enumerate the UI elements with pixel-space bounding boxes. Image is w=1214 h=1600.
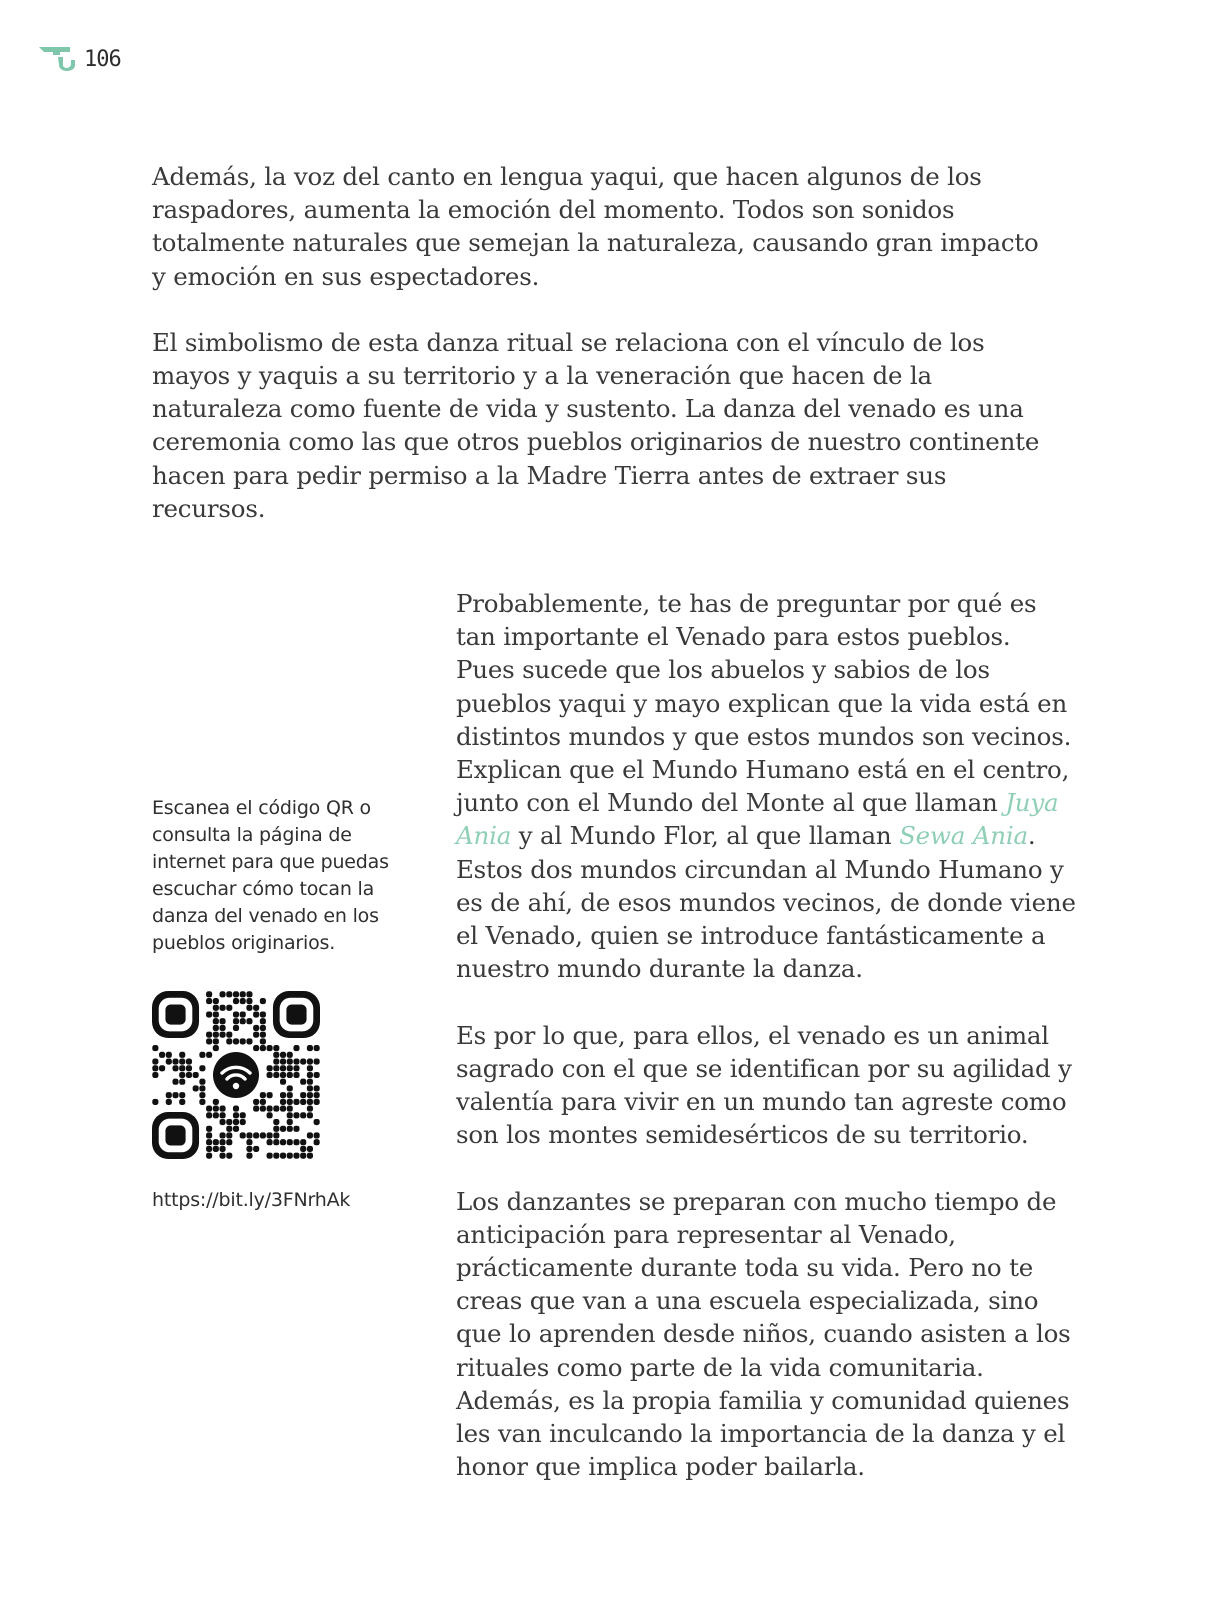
term-sewa-ania: Sewa Ania [899, 821, 1028, 851]
qr-code-icon[interactable] [152, 991, 320, 1159]
qr-sidebar [152, 795, 392, 1211]
page-header [38, 42, 121, 76]
intro-paragraph: El simbolismo de esta danza ritual se relaciona con el vínculo de los mayos y yaquis a su territorio y a la veneración que hacen de la naturaleza como fuente de vida y sustento. La danza del venado es una ceremonia como las que otros pueblos originarios de nuestro continente hacen para pedir permiso a la Madre Tierra antes de extraer sus recursos. [152, 327, 1040, 523]
intro-section [152, 160, 1052, 558]
term-juya-ania: Juya Ania [456, 788, 1059, 851]
sacred-animal-paragraph: Es por lo que, para ellos, el venado es un animal sagrado con el que se identifican por su agilidad y valentía para vivir en un mundo tan agreste como son los montes semidesérticos de su territorio. [456, 1020, 1072, 1150]
worlds-paragraph [456, 587, 1076, 985]
body-text: Probablemente, te has de preguntar por qué es tan importante el Venado para estos pueblos. Pues sucede que los abuelos y sabios de los pueblos yaqui y mayo explican que la vida está en distintos mundos y que estos mundos son vecinos. Explican que el Mundo Humano está en el centro, junto con el Mundo del Monte al que llaman [456, 589, 1072, 818]
body-text: y al Mundo Flor, al que llaman [511, 821, 900, 851]
body-text: . Estos dos mundos circundan al Mundo Humano y es de ahí, de esos mundos vecinos, de donde viene el Venado, quien se introduce fantásticamente a nuestro mundo durante la danza. [456, 821, 1076, 984]
book-logo-icon [38, 43, 76, 75]
qr-url[interactable]: https://bit.ly/3FNrhAk [152, 1189, 351, 1211]
page-number: 106 [84, 46, 121, 72]
intro-paragraph: Además, la voz del canto en lengua yaqui, que hacen algunos de los raspadores, aumenta la emoción del momento. Todos son sonidos totalmente naturales que semejan la naturaleza, causando gran impacto y emoción en sus espectadores. [152, 162, 1039, 291]
main-column [456, 587, 1076, 1517]
dancers-paragraph: Los danzantes se preparan con mucho tiempo de anticipación para representar al Venado, prácticamente durante toda su vida. Pero no te creas que van a una escuela especializada, sino que lo aprenden desde niños, cuando asisten a los rituales como parte de la vida comunitaria. Además, es la propia familia y comunidad quienes les van inculcando la importancia de la danza y el honor que implica poder bailarla. [456, 1186, 1071, 1482]
qr-instruction: Escanea el código QR o consulta la página de internet para que puedas escuchar cómo tocan la danza del venado en los pueblos originarios. [152, 797, 389, 954]
